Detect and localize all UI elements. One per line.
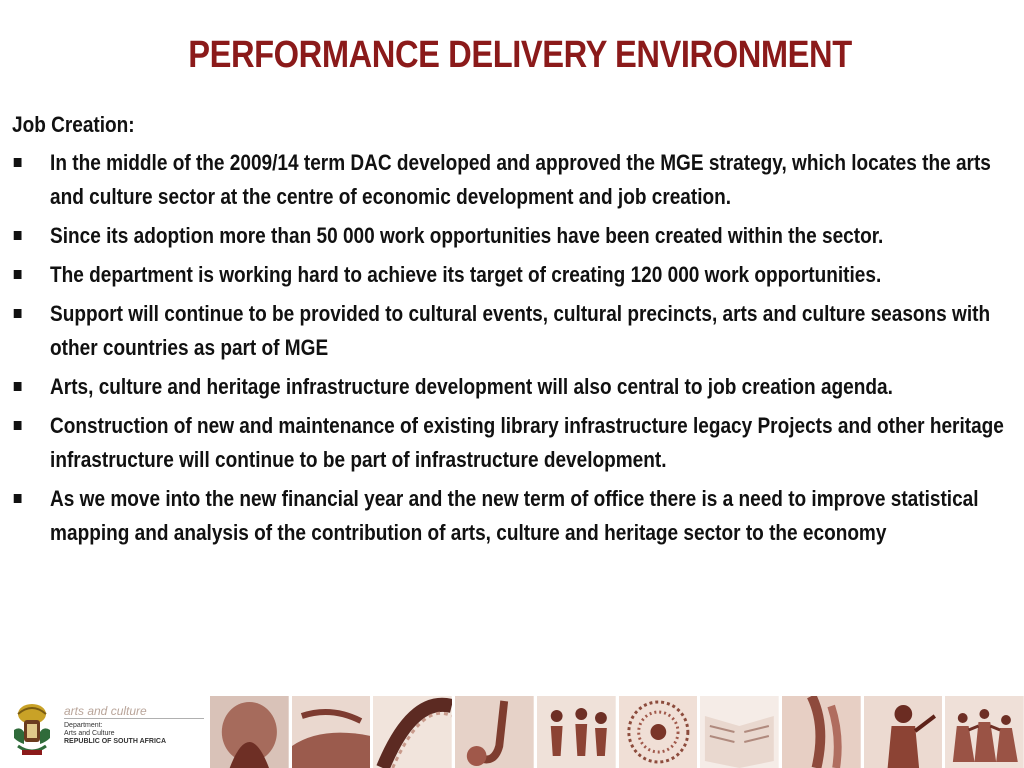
dancing-people-photo [537,696,616,768]
bullet-square-icon [14,494,22,503]
shoes-photo [292,696,371,768]
bullet-square-icon [14,382,22,391]
bullet-square-icon [14,158,22,167]
bullet-list [12,146,1015,550]
dancer-photo [210,696,289,768]
bullet-square-icon [14,309,22,318]
bullet-item [12,219,1015,253]
bullet-square-icon [14,270,22,279]
logo-divider [64,718,204,719]
film-reel-photo [373,696,452,768]
dept-line-3: REPUBLIC OF SOUTH AFRICA [64,738,167,745]
bullet-square-icon [14,421,22,430]
logo-wordmark: arts and culture [64,704,147,718]
bullet-text: In the middle of the 2009/14 term DAC developed and approved the MGE strategy, which locates the arts and culture sector at the centre of economic development and job creation. [50,150,991,209]
bullet-item [12,258,1015,292]
footer-banner [0,696,1024,768]
department-name [64,722,166,746]
crowd-dance-photo [945,696,1024,768]
book-photo [700,696,779,768]
department-logo [0,696,210,768]
bullet-item [12,482,1015,550]
section-heading: Job Creation: [12,112,135,137]
bullet-text: As we move into the new financial year and the new term of office there is a need to improve statistical mapping and analysis of the contribution of arts, culture and heritage sector to the economy [50,486,979,545]
coat-of-arms-icon [10,700,54,760]
bullet-item [12,297,1015,365]
bullet-text: Arts, culture and heritage infrastructure development will also central to job creation agenda. [50,374,893,399]
musician-photo [864,696,943,768]
slide-body [12,108,1015,550]
dept-line-1: Department: [64,722,103,729]
bullet-text: Support will continue to be provided to cultural events, cultural precincts, arts and culture seasons with other countries as part of MGE [50,301,991,360]
ballet-photo [782,696,861,768]
bullet-text: Construction of new and maintenance of existing library infrastructure legacy Projects and other heritage infrastructure will continue to be part of infrastructure development. [50,413,1004,472]
dept-line-2: Arts and Culture [64,730,115,737]
bullet-item [12,370,1015,404]
bullet-square-icon [14,231,22,240]
bullet-item [12,409,1015,477]
slide-title: PERFORMANCE DELIVERY ENVIRONMENT [188,34,852,76]
bullet-item [12,146,1015,214]
beadwork-photo [619,696,698,768]
photo-strip [210,696,1024,768]
saxophone-photo [455,696,534,768]
bullet-text: The department is working hard to achieve its target of creating 120 000 work opportunities. [50,262,882,287]
bullet-text: Since its adoption more than 50 000 work opportunities have been created within the sector. [50,223,884,248]
